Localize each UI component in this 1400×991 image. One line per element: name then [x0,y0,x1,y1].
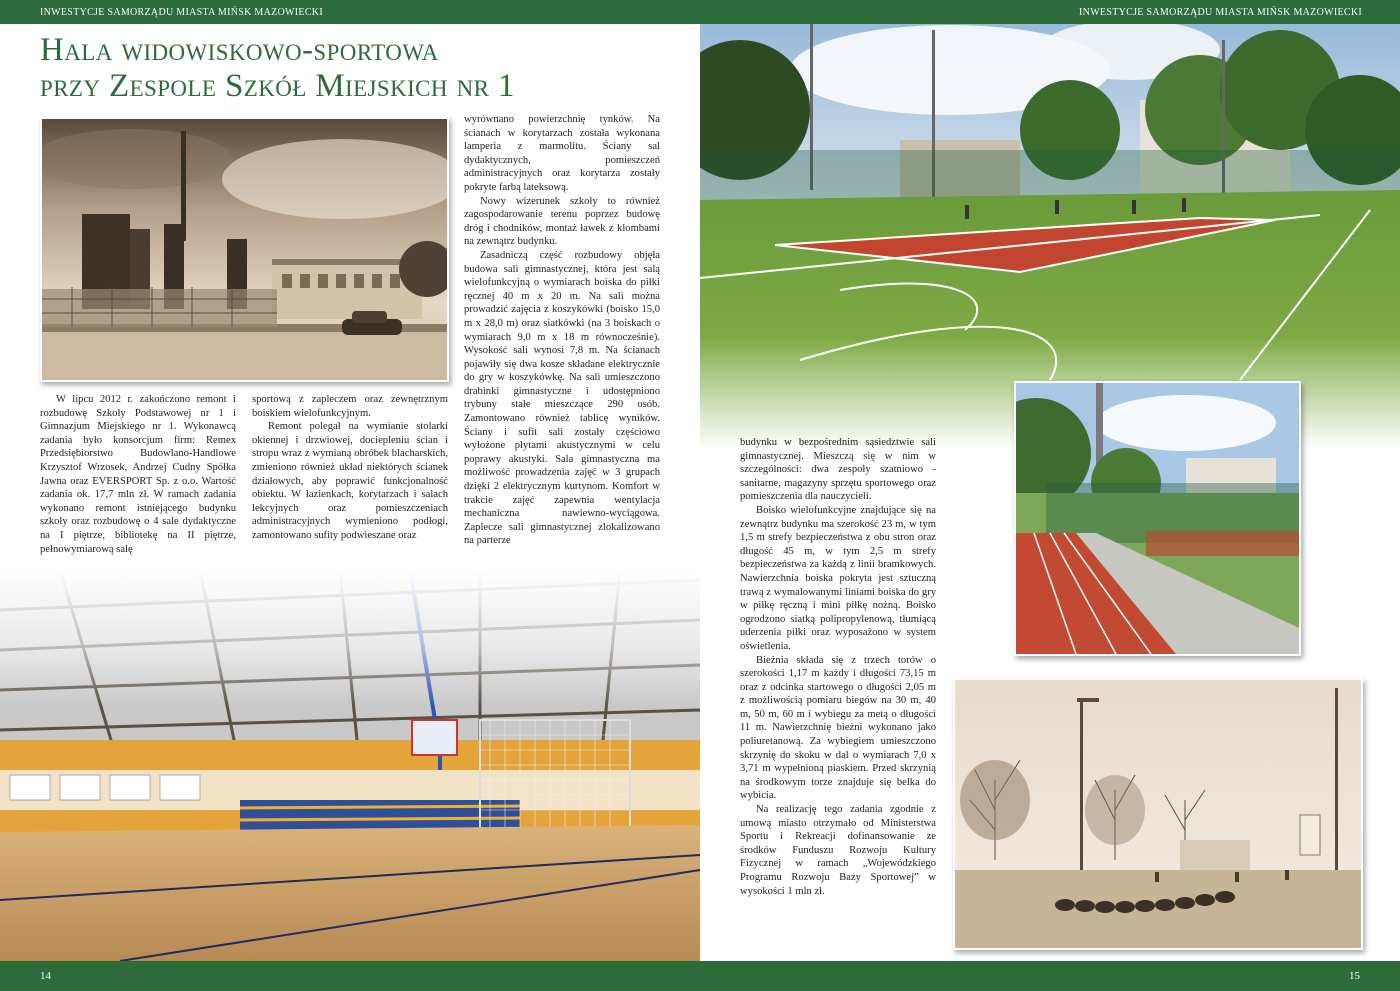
paragraph: Na realizację tego zadania zgodnie z umową miasto otrzymało od Ministerstwa Sportu i Rekreacji dofinansowanie ze środków Funduszu Rozwoju Kultury Fizycznej w ramach „Wojewódzkiego Programu Rozwoju Bazy Sportowej” w wysokości 1 mln zł. [740,804,936,897]
bottom-band-left [0,961,700,991]
bottom-band-right [700,961,1400,991]
page-number-left: 14 [40,970,51,982]
text-column-1 [40,393,236,556]
paragraph: Remont polegał na wymianie stolarki okiennej i drzwiowej, dociepleniu ścian i stropu wraz z wymianą obróbek blacharskich, zmieniono również układ niektórych ścianek działowych, aby poprawić funkcjonalność obiektu. W łazienkach, korytarzach i salach lekcyjnych oraz pomieszczeniach administracyjnych wymieniono podłogi, zamontowano sufity podwieszane oraz [252,421,448,541]
text-column-2 [252,393,448,543]
paragraph: Zasadniczą część rozbudowy objęła budowa sali gimnastycznej, która jest salą wielofunkcyjną o wymiarach boiska do piłki ręcznej 40 m x 20 m. Na sali można prowadzić zajęcia z koszykówki (boisko 15,0 m x 28,0 m) oraz siatkówki (na 3 boiskach o wymiarach 9,0 m x 18 m równocześnie). Wysokość sali wynosi 7,8 m. Na ścianach pojawiły się dwa kosze składane elektrycznie do gry w koszykówkę. Na sali umieszczono drabinki gimnastyczne i udostępniono trybuny stałe mieszczące 290 osób. Zamontowano również tablicę wyników. Ściany i sufit sali zostały częściowo wyłożone płytami akustycznymi w celu poprawy akustyki. Sala gimnastyczna ma możliwość prowadzenia zajęć w 3 grupach dzięki 2 elektrycznym kurtynom. Komfort w trakcie zajęć zapewnia wentylacja mechaniczna nawiewno-wyciągowa. Zaplecze sali gimnastycznej zlokalizowano na parterze [464,249,660,547]
page-number-right: 15 [1349,970,1360,982]
sports-hall-photo [0,570,700,961]
right-page [700,0,1400,991]
paragraph: Boisko wielofunkcyjne znajdujące się na zewnątrz budynku ma szerokość 23 m, w tym 1,5 m strefy bezpieczeństwa z obu stron oraz długość 45 m, w tym 2,5 m strefy bezpieczeństwa za każdą z linii bramkowych. Nawierzchnia boiska pokryta jest sztuczną trawą z wymalowanymi liniami boiska do gry w piłkę ręczną i mini piłkę nożną. Boisko ogrodzono siatką polipropylenową, tłumiącą uderzenia piłki oraz wyposażono w system oświetlenia. [740,504,936,652]
paragraph: budynku w bezpośrednim sąsiedztwie sali gimnastycznej. Mieszczą się w nim w szczególności: dwa zespoły szatniowo - sanitarne, magazyny sprzętu sportowego oraz pomieszczenia dla nauczycieli. [740,437,936,503]
top-band-right [700,0,1400,24]
old-sports-ground-photo [953,678,1363,950]
title-line-1: Hala widowiskowo-sportowa [40,32,439,68]
running-head-left: INWESTYCJE SAMORZĄDU MIASTA MIŃSK MAZOWIECKI [40,7,323,18]
paragraph: W lipcu 2012 r. zakończono remont i rozbudowę Szkoły Podstawowej nr 1 i Gimnazjum Miejskiego nr 1. Wykonawcą zadania było konsorcjum firm: Remex Przedsiębiorstwo Budowlano-Handlowe Krzysztof Wrzosek, Andrzej Cudny Spółka Jawna oraz EVERSPORT Sp. z o.o. Wartość zadania ok. 17,7 mln zł. W ramach zadania wykonano remont istniejącego budynku szkoły oraz rozbudowę o 4 sale dydaktyczne na I piętrze, bibliotekę na II piętrze, pełnowymiarową salę [40,394,236,555]
running-track-photo [1014,381,1301,656]
paragraph: Nowy wizerunek szkoły to również zagospodarowanie terenu poprzez budowę dróg i chodników, montaż ławek z klombami na zewnątrz budynku. [464,195,660,248]
paragraph: wyrównano powierzchnię tynków. Na ścianach w korytarzach została wykonana lamperia z marmolitu. Ściany sal dydaktycznych, pomieszczeń administracyjnych oraz korytarza zostały pokryte farbą lateksową. [464,114,660,193]
text-column-right [740,436,936,898]
paragraph: sportową z zapleczem oraz zewnętrznym boiskiem wielofunkcyjnym. [252,394,448,419]
school-construction-photo [40,117,449,382]
article-title [40,32,680,104]
top-band-left [0,0,700,24]
text-column-3 [464,113,660,548]
title-line-2: przy Zespole Szkół Miejskich nr 1 [40,68,515,104]
paragraph: Bieżnia składa się z trzech torów o szerokości 1,17 m każdy i długości 73,15 m oraz z odcinka startowego o długości 2,05 m z możliwością pomiaru biegów na 30 m, 40 m, 50 m, 60 m i wybiegu za metą o długości 11 m. Nawierzchnię bieżni wykonano jako poliuretanową. Za wybiegiem umieszczono skrzynię do skoku w dal o wymiarach 7,0 x 3,71 m wypełnioną piaskiem. Przed skrzynią na środkowym torze znajduje się belka do wybicia. [740,654,936,802]
running-head-right: INWESTYCJE SAMORZĄDU MIASTA MIŃSK MAZOWIECKI [1079,7,1362,18]
